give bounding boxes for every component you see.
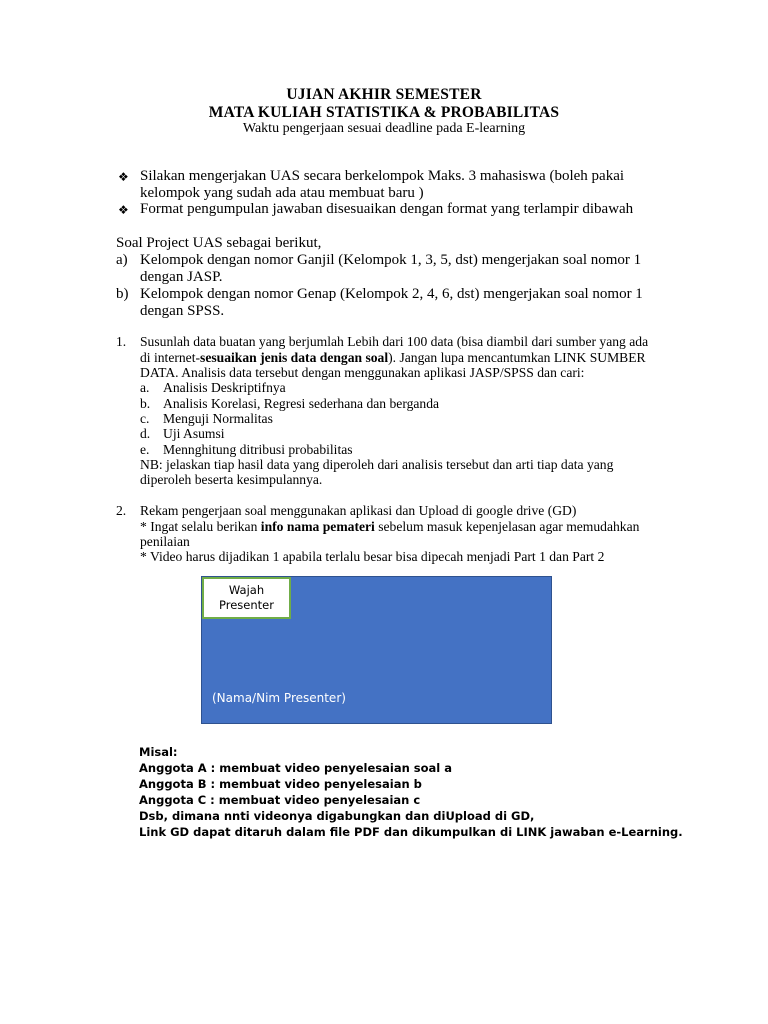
presenter-face-box: [202, 577, 291, 619]
misal-line: Anggota B : membuat video penyelesaian b: [139, 777, 422, 791]
sub-item: Mennghitung ditribusi probabilitas: [163, 442, 353, 457]
course-title: MATA KULIAH STATISTIKA & PROBABILITAS: [208, 104, 560, 121]
list-item-line: Kelompok dengan nomor Genap (Kelompok 2, 4, 6, dst) mengerjakan soal nomor 1: [140, 286, 643, 302]
bold-emphasis: sesuaikan jenis data dengan soal: [200, 350, 389, 365]
list-marker: a): [116, 252, 128, 268]
sub-marker: e.: [140, 442, 150, 457]
sub-item: Uji Asumsi: [163, 426, 225, 441]
face-label: Wajah: [228, 583, 265, 597]
list-marker: b): [116, 286, 129, 302]
question-1-line: Susunlah data buatan yang berjumlah Lebih dari 100 data (bisa diambil dari sumber yang ada: [140, 334, 649, 349]
nb-note: diperoleh beserta kesimpulannya.: [140, 472, 323, 487]
question-number: 1.: [116, 334, 127, 349]
text-span: * Ingat selalu berikan: [140, 519, 261, 534]
list-item-line: dengan SPSS.: [140, 303, 225, 319]
diamond-bullet-icon: ❖: [118, 170, 129, 184]
face-label: Presenter: [219, 598, 274, 612]
question-2-line: Rekam pengerjaan soal menggunakan aplikasi dan Upload di google drive (GD): [140, 503, 577, 518]
exam-title: UJIAN AKHIR SEMESTER: [286, 86, 482, 103]
misal-line: Dsb, dimana nnti videonya digabungkan dan diUpload di GD,: [139, 809, 535, 823]
list-item-line: dengan JASP.: [140, 269, 223, 285]
question-1-line: DATA. Analisis data tersebut dengan menggunakan aplikasi JASP/SPSS dan cari:: [140, 365, 585, 380]
sub-marker: d.: [140, 426, 151, 441]
deadline-note: Waktu pengerjaan sesuai deadline pada E-learning: [242, 121, 526, 136]
text-span: sebelum masuk kepenjelasan agar memudahkan: [374, 519, 640, 534]
bullet-text-line: Format pengumpulan jawaban disesuaikan dengan format yang terlampir dibawah: [140, 201, 634, 217]
list-item-line: Kelompok dengan nomor Ganjil (Kelompok 1, 3, 5, dst) mengerjakan soal nomor 1: [140, 252, 642, 268]
sub-item: Analisis Deskriptifnya: [163, 380, 286, 395]
question-2-line: * Video harus dijadikan 1 apabila terlalu besar bisa dipecah menjadi Part 1 dan Part 2: [140, 549, 605, 564]
presenter-name-label: (Nama/Nim Presenter): [212, 691, 346, 705]
question-2-line: penilaian: [140, 534, 190, 549]
sub-item: Analisis Korelasi, Regresi sederhana dan berganda: [163, 396, 440, 411]
soal-intro: Soal Project UAS sebagai berikut,: [116, 235, 322, 251]
sub-marker: a.: [140, 380, 150, 395]
question-number: 2.: [116, 503, 127, 518]
question-1-line: [140, 350, 646, 366]
question-2-line: [140, 519, 639, 535]
sub-marker: c.: [140, 411, 150, 426]
sub-item: Menguji Normalitas: [163, 411, 273, 426]
bullet-text-line: kelompok yang sudah ada atau membuat baru ): [140, 185, 424, 201]
misal-line: Anggota C : membuat video penyelesaian c: [139, 793, 421, 807]
nb-note: NB: jelaskan tiap hasil data yang diperoleh dari analisis tersebut dan arti tiap data yang: [140, 457, 614, 472]
misal-line: Link GD dapat ditaruh dalam file PDF dan dikumpulkan di LINK jawaban e-Learning.: [139, 825, 683, 839]
text-span: ). Jangan lupa mencantumkan LINK SUMBER: [388, 350, 646, 365]
sub-marker: b.: [140, 396, 151, 411]
misal-line: Anggota A : membuat video penyelesaian soal a: [139, 761, 453, 775]
bold-emphasis: info nama pemateri: [260, 519, 375, 534]
misal-heading: Misal:: [139, 745, 178, 759]
bullet-text-line: Silakan mengerjakan UAS secara berkelompok Maks. 3 mahasiswa (boleh pakai: [140, 168, 625, 184]
diamond-bullet-icon: ❖: [118, 203, 129, 217]
text-span: di internet-: [140, 350, 201, 365]
